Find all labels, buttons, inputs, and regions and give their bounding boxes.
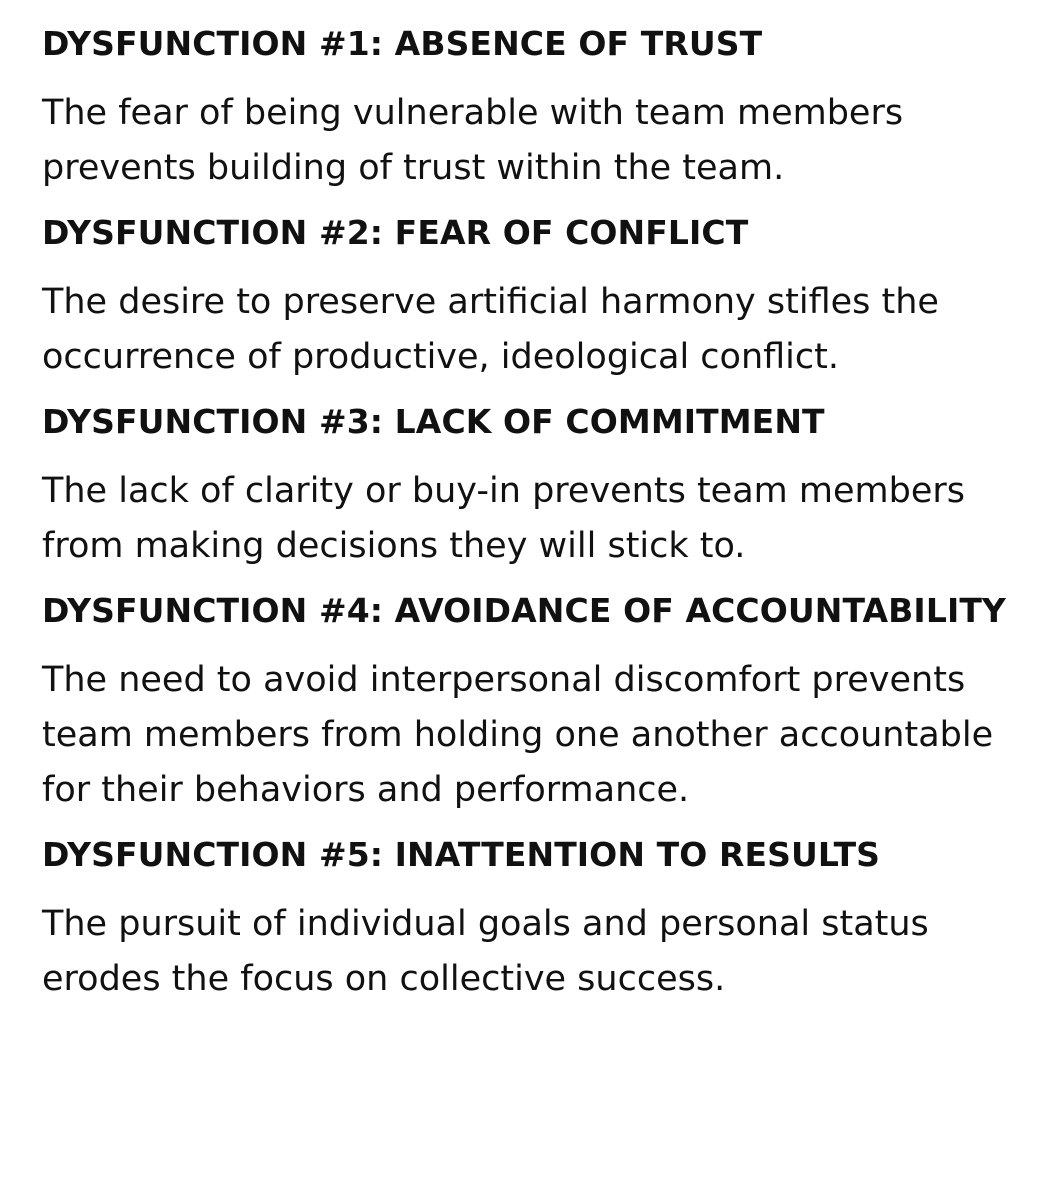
dysfunction-4-section	[42, 591, 1016, 818]
dysfunction-5-description: The pursuit of individual goals and personal status erodes the focus on collective success.	[42, 904, 929, 999]
dysfunction-1-section	[42, 24, 1016, 196]
dysfunction-3-section	[42, 402, 1016, 574]
dysfunction-2-heading: DYSFUNCTION #2: FEAR OF CONFLICT	[42, 213, 749, 252]
dysfunction-2-section	[42, 213, 1016, 385]
dysfunction-1-description: The fear of being vulnerable with team members prevents building of trust within the team.	[42, 93, 904, 188]
dysfunction-5-heading: DYSFUNCTION #5: INATTENTION TO RESULTS	[42, 835, 881, 874]
dysfunction-2-description: The desire to preserve artificial harmony stifles the occurrence of productive, ideological conflict.	[42, 282, 939, 377]
dysfunction-5-section	[42, 835, 1016, 1007]
dysfunction-3-description: The lack of clarity or buy-in prevents team members from making decisions they will stick to.	[42, 471, 965, 566]
dysfunction-4-heading: DYSFUNCTION #4: AVOIDANCE OF ACCOUNTABILITY	[42, 591, 1006, 630]
dysfunction-1-heading: DYSFUNCTION #1: ABSENCE OF TRUST	[42, 24, 763, 63]
dysfunction-4-description: The need to avoid interpersonal discomfort prevents team members from holding one another accountable for their behaviors and performance.	[42, 660, 994, 810]
dysfunction-3-heading: DYSFUNCTION #3: LACK OF COMMITMENT	[42, 402, 825, 441]
